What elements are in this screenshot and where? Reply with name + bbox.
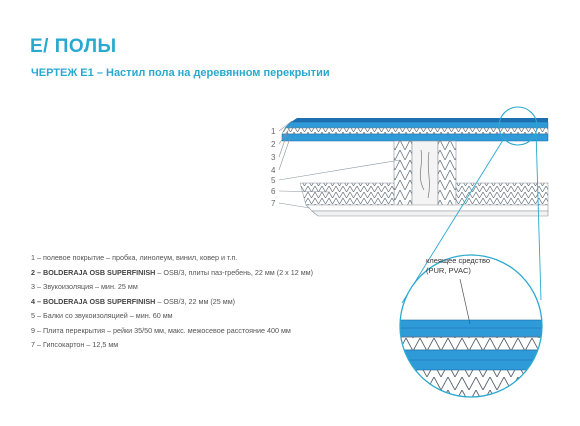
legend-item: 4 – BOLDERAJA OSB SUPERFINISH – OSB/3, 22 мм (25 мм)	[31, 296, 236, 306]
layer-number-2: 2	[271, 140, 276, 149]
drawing-subtitle: ЧЕРТЕЖ Е1 – Настил пола на деревянном перекрытии	[31, 67, 330, 79]
page-title: Е/ ПОЛЫ	[30, 36, 117, 57]
legend-item: 1 – полевое покрытие – пробка, линолеум, винил, ковер и т.п.	[31, 253, 238, 262]
legend-item: 5 – Балки со звукоизоляцией – мин. 60 мм	[31, 311, 173, 320]
section-layers	[279, 118, 548, 216]
adhesive-callout-line-1: клеящее средство	[426, 256, 491, 265]
legend-item: 3 – Звукоизоляция – мин. 25 мм	[31, 282, 138, 291]
adhesive-callout-line-2: (PUR, PVAC)	[426, 266, 471, 275]
layer-number-7: 7	[271, 199, 276, 208]
layer-number-1: 1	[271, 127, 276, 136]
legend-item: 7 – Гипсокартон – 12,5 мм	[31, 340, 119, 349]
layer-number-5: 5	[271, 176, 276, 185]
adhesive-callout	[426, 256, 490, 276]
legend-item: 2 – BOLDERAJA OSB SUPERFINISH – OSB/3, плиты паз-гребень, 22 мм (2 x 12 мм)	[31, 267, 313, 277]
layer-number-6: 6	[271, 187, 276, 196]
legend-list	[31, 251, 313, 353]
layer-number-4: 4	[271, 166, 276, 175]
legend-item: 9 – Плита перекрытия – рейки 35/50 мм, макс. межосевое расстояние 400 мм	[31, 325, 291, 335]
layer-number-3: 3	[271, 153, 276, 162]
